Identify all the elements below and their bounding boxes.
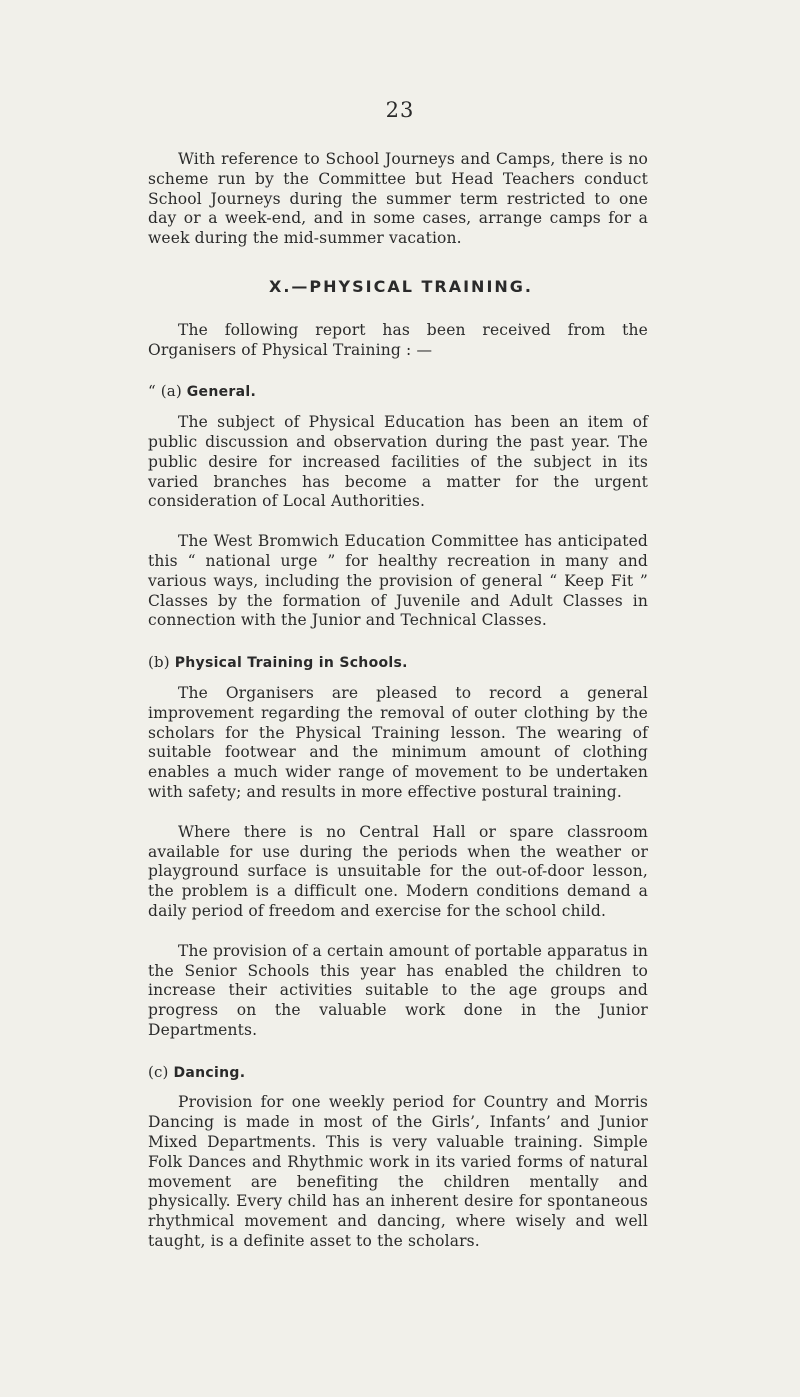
page-number: 23 [385, 98, 415, 122]
subsection-prefix: (b) [148, 653, 175, 672]
report-intro: The following report has been received from the Organisers of Physical Training : — [148, 320, 648, 359]
subsection-prefix: (c) [148, 1062, 174, 1081]
subsection-heading-dancing [148, 1063, 648, 1084]
page-body [148, 150, 648, 1252]
paragraph: Where there is no Central Hall or spare classroom available for use during the periods when the weather or playground surface is unsuitable for the out-of-door lesson, the problem is a difficult one. Modern conditions demand a daily period of freedom and exercise for the school child. [148, 822, 648, 920]
subsection-prefix: “ (a) [148, 382, 187, 401]
subsection-heading-physical-training [148, 653, 648, 674]
paragraph: The West Bromwich Education Committee has anticipated this “ national urge ” for healthy recreation in many and various ways, including the provision of general “ Keep Fit ” Classes by the formation of Juvenile and Adult Classes in connection with the Junior and Technical Classes. [148, 532, 648, 630]
paragraph: The Organisers are pleased to record a general improvement regarding the removal of outer clothing by the scholars for the Physical Training lesson. The wearing of suitable footwear and the minimum amount of clothing enables a much wider range of movement to be undertaken with safety; and results in more effective postural training. [148, 683, 648, 801]
paragraph: Provision for one weekly period for Country and Morris Dancing is made in most of the Girls’, Infants’ and Junior Mixed Departments. This is very valuable training. Simple Folk Dances and Rhythmic work in its varied forms of natural movement are benefiting the children mentally and physically. Every child has an inherent desire for spontaneous rhythmical movement and dancing, where wisely and well taught, is a definite asset to the scholars. [148, 1093, 648, 1251]
subsection-heading-general [148, 382, 648, 403]
intro-paragraph: With reference to School Journeys and Camps, there is no scheme run by the Committee but Head Teachers conduct School Journeys during the summer term restricted to one day or a week-end, and in some cases, arrange camps for a week during the mid-summer vacation. [148, 150, 648, 248]
paragraph: The subject of Physical Education has been an item of public discussion and observation during the past year. The public desire for increased facilities of the subject in its varied branches has become a matter for the urgent consideration of Local Authorities. [148, 413, 648, 511]
section-heading: X.—PHYSICAL TRAINING. [269, 276, 533, 296]
subsection-title: Dancing. [173, 1064, 246, 1081]
paragraph: The provision of a certain amount of portable apparatus in the Senior Schools this year has enabled the children to increase their activities suitable to the age groups and progress on the valuable work done in the Junior Departments. [148, 941, 648, 1039]
subsection-title: Physical Training in Schools. [174, 655, 408, 672]
subsection-title: General. [186, 384, 257, 401]
